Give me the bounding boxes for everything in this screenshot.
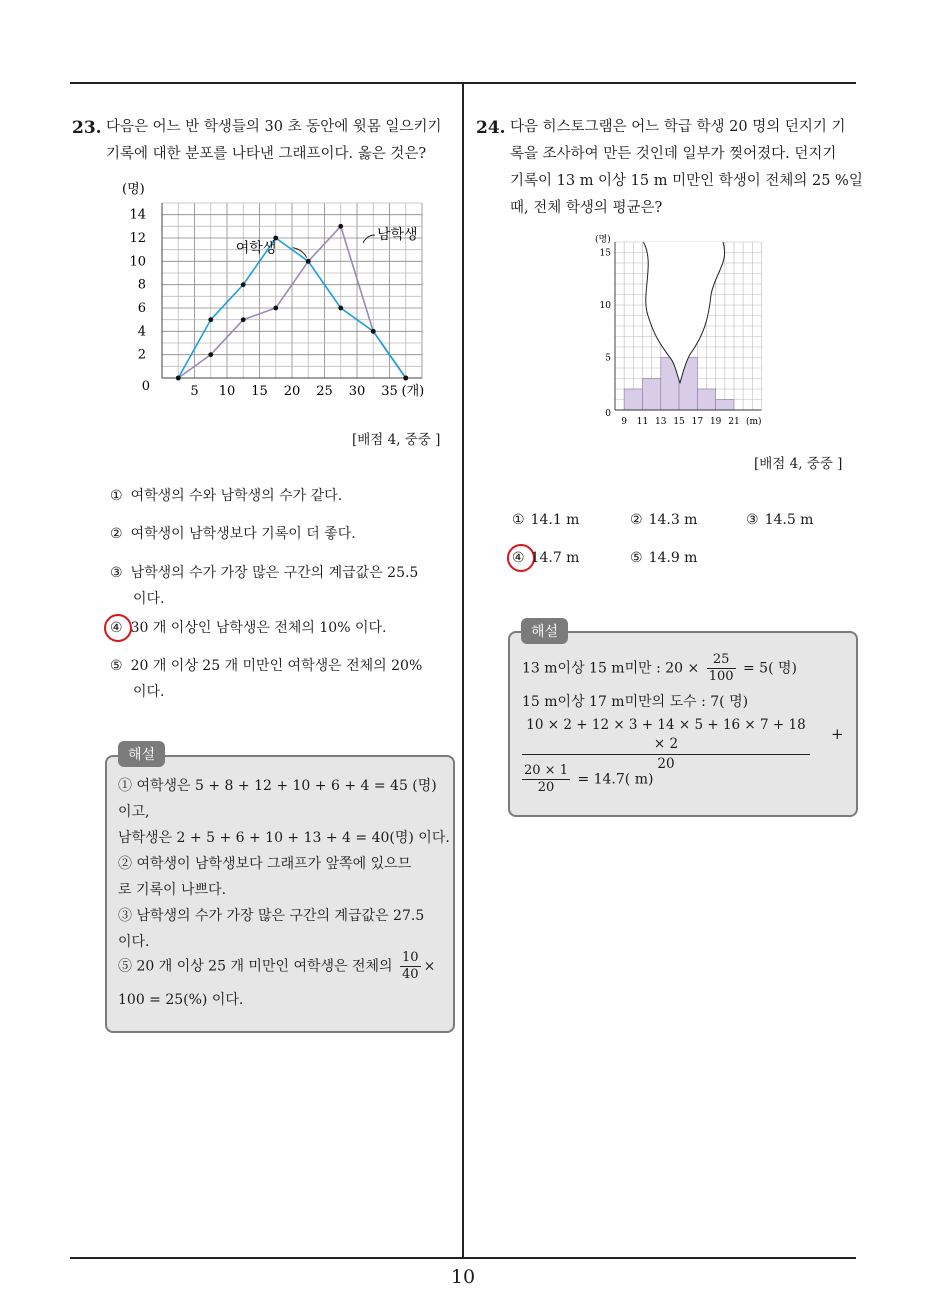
y-tick-label: 2: [137, 347, 146, 363]
q23-sol-l4: ② 여학생이 남학생보다 그래프가 앞쪽에 있으므: [118, 856, 412, 872]
q23-sol-l6: ③ 남학생의 수가 가장 많은 구간의 계급값은 27.5: [118, 908, 425, 924]
y-tick-label: 0: [605, 409, 611, 419]
choice-mark: ①: [512, 512, 525, 528]
y-tick-label: 4: [137, 324, 146, 340]
torn-area: [643, 242, 724, 383]
bottom-rule: [70, 1257, 856, 1259]
x-tick-label: 21: [728, 417, 740, 427]
q24-sol-plus: +: [831, 725, 844, 743]
choice-mark: ⑤: [110, 658, 123, 674]
data-point: [403, 376, 408, 381]
y-tick-label: 14: [129, 207, 146, 223]
q23-text-line1: 다음은 어느 반 학생들의 30 초 동안에 윗몸 일으키기: [106, 119, 442, 135]
data-point: [306, 259, 311, 264]
q24-choice-2[interactable]: [630, 510, 697, 530]
q23-number: 23.: [72, 118, 102, 138]
q23-solution-tag: 해설: [118, 741, 165, 767]
x-tick-label: 20: [283, 384, 301, 399]
choice-text: 남학생의 수가 가장 많은 구간의 계급값은 25.5: [130, 565, 419, 581]
fraction: [707, 652, 736, 685]
choice-text: 14.7 m: [530, 550, 580, 566]
data-point: [176, 376, 181, 381]
x-axis-label: (개): [401, 384, 425, 399]
x-tick-label: 15: [251, 384, 268, 399]
y-axis-label: (명): [595, 235, 611, 245]
y-tick-label: 12: [129, 231, 146, 246]
q23-line-chart: [110, 178, 440, 408]
q24-choice-5[interactable]: [630, 548, 697, 568]
x-tick-label: 19: [709, 417, 722, 427]
q24-histogram: [590, 230, 790, 430]
histogram-bar: [624, 389, 642, 410]
q23-choice-2[interactable]: [110, 524, 356, 544]
x-tick-label: 13: [655, 417, 667, 427]
q23-sol-l8: [118, 950, 435, 983]
x-tick-label: 9: [621, 417, 628, 427]
q24-text-line4: 때, 전체 학생의 평균은?: [510, 200, 663, 216]
data-point: [338, 224, 343, 229]
y-tick-label: 10: [599, 301, 611, 311]
choice-text: 14.3 m: [648, 512, 698, 528]
data-point: [208, 317, 213, 322]
sol-text: ⑤ 20 개 이상 25 개 미만인 여학생은 전체의: [118, 958, 393, 975]
y-axis-label: (명): [122, 182, 145, 197]
x-tick-label: 5: [190, 384, 199, 399]
q24-text-line2: 록을 조사하여 만든 것인데 일부가 찢어졌다. 던지기: [510, 146, 837, 162]
choice-text: 30 개 이상인 남학생은 전체의 10% 이다.: [130, 620, 387, 636]
choice-mark: ④: [512, 550, 525, 566]
x-tick-label: 11: [636, 417, 649, 427]
page-number: 10: [450, 1266, 476, 1288]
frac-num: 25: [707, 652, 736, 669]
choice-text: 20 개 이상 25 개 미만인 여학생은 전체의 20%: [130, 658, 423, 674]
center-divider: [462, 84, 464, 1258]
q24-text-line1: 다음 히스토그램은 어느 학급 학생 20 명의 던지기 기: [510, 119, 846, 135]
choice-text: 여학생의 수와 남학생의 수가 같다.: [130, 488, 343, 504]
histogram-bar: [642, 379, 660, 411]
q24-text-line3: 기록이 13 m 이상 15 m 미만인 학생이 전체의 25 %일: [510, 173, 863, 189]
choice-mark: ③: [746, 512, 759, 528]
q24-solution-tag: 해설: [521, 618, 568, 644]
y-tick-label: 10: [129, 254, 146, 270]
frac-num: 10 × 2 + 12 × 3 + 14 × 5 + 16 × 7 + 18 × 2: [522, 716, 810, 755]
q23-sol-l9: 100 = 25(%) 이다.: [118, 992, 244, 1008]
data-point: [371, 329, 376, 334]
q23-choice-5-cont: 이다.: [133, 684, 165, 700]
sol-text: 13 m이상 15 m미만 : 20 ×: [522, 660, 700, 677]
choice-text: 14.5 m: [764, 512, 814, 528]
sol-text: = 14.7( m): [577, 771, 654, 788]
q24-grade: [배점 4, 중중 ]: [754, 456, 843, 472]
q24-sol-l2: 15 m이상 17 m미만의 도수 : 7( 명): [522, 694, 749, 710]
q23-choice-3[interactable]: [110, 563, 418, 583]
q23-grade: [배점 4, 중중 ]: [352, 432, 441, 448]
q23-choice-4[interactable]: [110, 618, 386, 638]
q23-sol-l5: 로 기록이 나쁘다.: [118, 882, 227, 898]
data-point: [338, 306, 343, 311]
q24-sol-l1: [522, 652, 797, 685]
choice-mark: ⑤: [630, 550, 643, 566]
x-tick-label: 35: [381, 384, 398, 399]
choice-text: 여학생이 남학생보다 기록이 더 좋다.: [130, 526, 356, 542]
x-tick-label: 10: [218, 384, 236, 399]
q24-choice-3[interactable]: [746, 510, 813, 530]
data-point: [208, 352, 213, 357]
q23-sol-l7: 이다.: [118, 934, 150, 950]
q23-choice-5[interactable]: [110, 656, 422, 676]
choice-mark: ①: [110, 488, 123, 504]
x-tick-label: 30: [348, 384, 366, 399]
choice-mark: ②: [110, 526, 123, 542]
data-point: [241, 282, 246, 287]
q23-sol-l3: 남학생은 2 + 5 + 6 + 10 + 13 + 4 = 40(명) 이다.: [118, 830, 450, 846]
data-point: [241, 317, 246, 322]
x-tick-label: 17: [691, 417, 704, 427]
fraction: [522, 763, 570, 796]
x-tick-label: 25: [316, 384, 333, 399]
y-tick-label: 15: [599, 248, 611, 259]
data-point: [273, 306, 278, 311]
q24-sol-l4: [522, 763, 653, 796]
y-tick-label: 5: [605, 353, 611, 364]
frac-num: 10: [402, 950, 419, 965]
frac-num: 20 × 1: [524, 763, 568, 778]
frac-den: 20: [657, 756, 675, 772]
histogram-bar: [716, 400, 734, 411]
choice-mark: ③: [110, 565, 123, 581]
choice-text: 14.9 m: [648, 550, 698, 566]
series-label-male: 남학생: [377, 227, 418, 243]
choice-mark: ④: [110, 620, 123, 636]
times-sign: ×: [423, 958, 436, 975]
choice-mark: ②: [630, 512, 643, 528]
sol-text: = 5( 명): [742, 660, 797, 677]
q23-sol-l1: ① 여학생은 5 + 8 + 12 + 10 + 6 + 4 = 45 (명): [118, 778, 437, 794]
x-tick-label: 15: [673, 417, 685, 427]
fraction: [400, 950, 421, 983]
q23-sol-l2: 이고,: [118, 804, 150, 820]
frac-den: 40: [402, 967, 419, 982]
histogram-bar: [697, 389, 715, 410]
frac-den: 100: [708, 669, 734, 684]
q24-number: 24.: [476, 118, 506, 138]
q23-text-line2: 기록에 대한 분포를 나타낸 그래프이다. 옳은 것은?: [106, 146, 427, 162]
x-axis-label: (m): [745, 417, 762, 427]
q24-choice-4[interactable]: [512, 548, 579, 568]
choice-text: 14.1 m: [530, 512, 580, 528]
y-tick-label: 0: [141, 379, 150, 394]
series-label-female: 여학생: [235, 240, 277, 257]
frac-den: 20: [537, 780, 555, 795]
q24-choice-1[interactable]: [512, 510, 579, 530]
q23-choice-3-cont: 이다.: [133, 591, 165, 607]
q23-choice-1[interactable]: [110, 486, 342, 506]
y-tick-label: 6: [137, 301, 146, 316]
y-tick-label: 8: [137, 277, 146, 293]
